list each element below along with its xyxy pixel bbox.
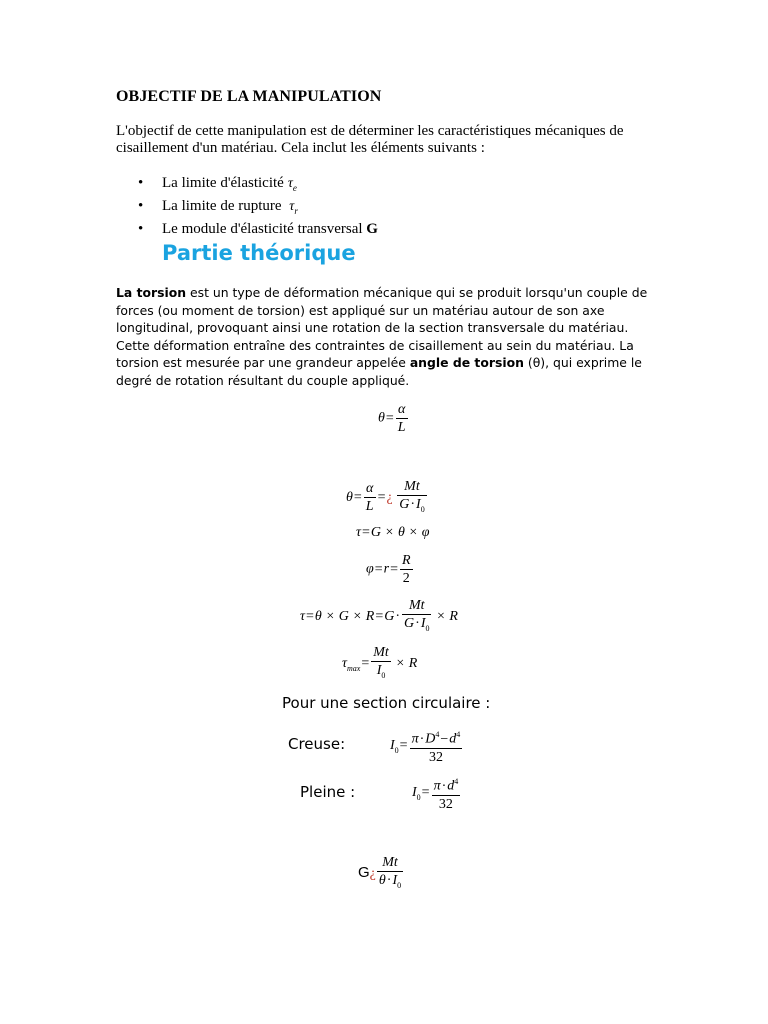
theory-paragraph: La torsion est un type de déformation mécanique qui se produit lorsqu'un couple de forces (ou moment de torsion) est appliqué sur un matériau autour de son axe longitudinal, provoquant ainsi une rotation de la section transversale du matériau. Cette déformation entraîne des contraintes de cisaillement au sein du matériau. La torsion est mesurée par une grandeur appelée angle de torsion (θ), qui exprime le degré de rotation résultant du couple appliqué. [116,285,648,388]
solid-label: Pleine : [300,783,356,801]
list-item [138,174,378,197]
equation-phi: φ=r= $\frac{R}{2}$ [366,553,411,586]
section-label: Pour une section circulaire : [282,694,491,712]
term-angle: angle de torsion [409,355,524,371]
term-torsion: La torsion [116,285,187,300]
equation-inertia-hollow: $I_0=$ $\frac{\pi\cdot D^4-d^4}{32}$ [390,730,461,765]
objective-list [138,174,378,238]
equation-tau-expanded: τ=θ × G × R=G· $\frac{Mt}{G\cdot I_0}$ × R [300,598,458,636]
item-bold: G [366,220,378,237]
equation-tau: τ=G × θ × φ [356,525,430,540]
equation-theta-mt: θ= $\frac{\alpha}{L}$ =¿ $\frac{Mt}{G\cdot I_0}$ [346,479,428,517]
item-text: La limite d'élasticité [162,175,284,191]
theory-heading: Partie théorique [162,241,356,265]
tau-e-symbol: $\tau_e$ [287,176,297,193]
equation-inertia-solid: $I_0=$ $\frac{\pi\cdot d^4}{32}$ [412,777,459,812]
tau-r-symbol: $\tau_r$ [289,198,298,216]
hollow-label: Creuse: [288,735,346,753]
item-text: Le module d'élasticité transversal [162,220,367,237]
objective-heading: OBJECTIF DE LA MANIPULATION [116,88,382,105]
equation-theta: θ= $\frac{\alpha}{L}$ [378,402,406,435]
list-item [138,197,378,220]
item-text: La limite de rupture [162,197,286,214]
objective-intro: L'objectif de cette manipulation est de déterminer les caractéristiques mécaniques de cisaillement d'un matériau. Cela inclut les éléments suivants : [116,123,624,156]
equation-tau-max: $\tau_{max}=$ $\frac{Mt}{I_0}$ × R [342,645,417,683]
list-item [138,220,378,238]
equation-g: G¿ $\frac{Mt}{\theta\cdot I_0}$ [358,855,404,893]
